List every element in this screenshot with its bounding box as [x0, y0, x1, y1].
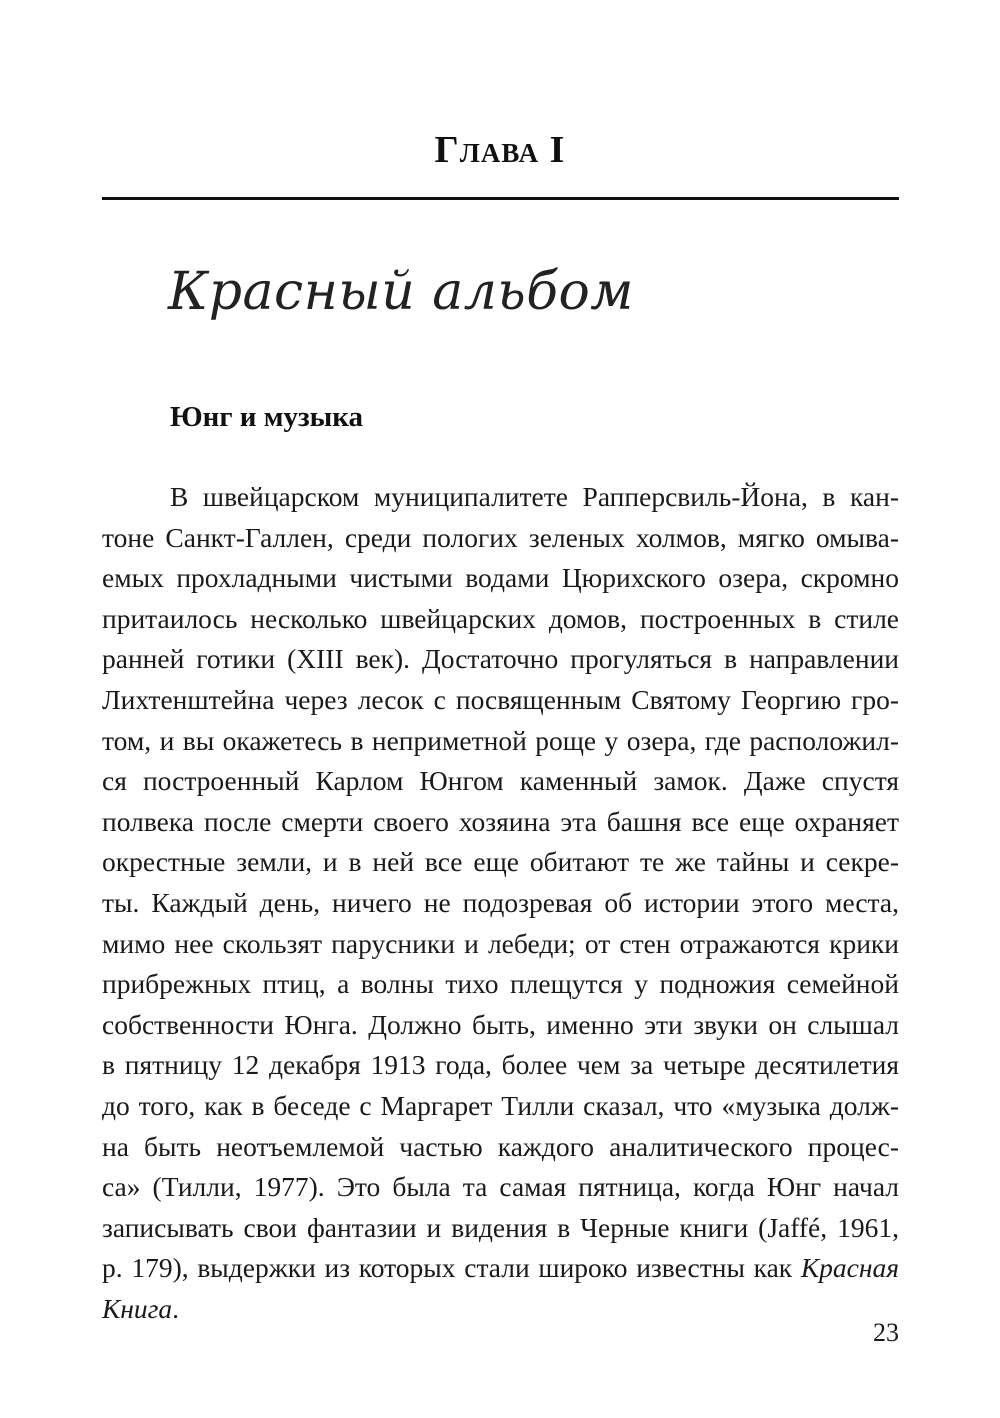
italic-book-title-part1: Красная	[800, 1252, 900, 1284]
paragraph-line: са» (Тилли, 1977). Это была та самая пятница, когда Юнг начал	[102, 1171, 899, 1203]
paragraph-line: ранней готики (XIII век). Достаточно прогуляться в направлении	[102, 643, 899, 675]
paragraph-line: В швейцарском муниципалитете Рапперсвиль-Йона, в кан-	[170, 481, 899, 512]
paragraph-line: на быть неотъемлемой частью каждого аналитического процес-	[102, 1130, 899, 1162]
paragraph-line	[102, 1289, 899, 1330]
paragraph-line: мимо нее скользят парусники и лебеди; от стен отражаются крики	[102, 927, 899, 959]
body-paragraph	[102, 477, 899, 1329]
chapter-label: Глава I	[434, 129, 566, 171]
paragraph-line-text: p. 179), выдержки из которых стали широко известны как	[102, 1252, 793, 1284]
italic-book-title-part2: Книга	[102, 1292, 173, 1324]
paragraph-line: ты. Каждый день, ничего не подозревая об истории этого места,	[102, 886, 899, 918]
page-number: 23	[873, 1318, 899, 1347]
paragraph-line: тоне Санкт-Галлен, среди пологих зеленых холмов, мягко омыва-	[102, 521, 899, 553]
paragraph-line: ся построенный Карлом Юнгом каменный замок. Даже спустя	[102, 765, 899, 797]
paragraph-line: собственности Юнга. Должно быть, именно эти звуки он слышал	[102, 1008, 899, 1040]
paragraph-line: до того, как в беседе с Маргарет Тилли сказал, что «музыка долж-	[102, 1089, 899, 1121]
paragraph-line: в пятницу 12 декабря 1913 года, более чем за четыре десятилетия	[102, 1049, 899, 1081]
paragraph-line: притаилось несколько швейцарских домов, построенных в стиле	[102, 602, 899, 634]
paragraph-line: том, и вы окажетесь в неприметной роще у озера, где расположил-	[102, 724, 899, 756]
section-heading: Юнг и музыка	[170, 401, 364, 433]
chapter-divider	[102, 197, 899, 200]
paragraph-line: прибрежных птиц, а волны тихо плещутся у подножия семейной	[102, 968, 899, 1000]
paragraph-line: Лихтенштейна через лесок с посвященным Святому Георгию гро-	[102, 683, 899, 715]
paragraph-line: окрестные земли, и в ней все еще обитают те же тайны и секре-	[102, 846, 899, 878]
sentence-end: .	[172, 1292, 180, 1324]
paragraph-line: емых прохладными чистыми водами Цюрихского озера, скромно	[102, 562, 899, 594]
paragraph-line: записывать свои фантазии и видения в Черные книги (Jaffé, 1961,	[102, 1211, 899, 1243]
chapter-title: Красный альбом	[168, 262, 634, 322]
paragraph-line	[102, 1248, 899, 1289]
paragraph-line: полвека после смерти своего хозяина эта башня все еще охраняет	[102, 805, 899, 837]
